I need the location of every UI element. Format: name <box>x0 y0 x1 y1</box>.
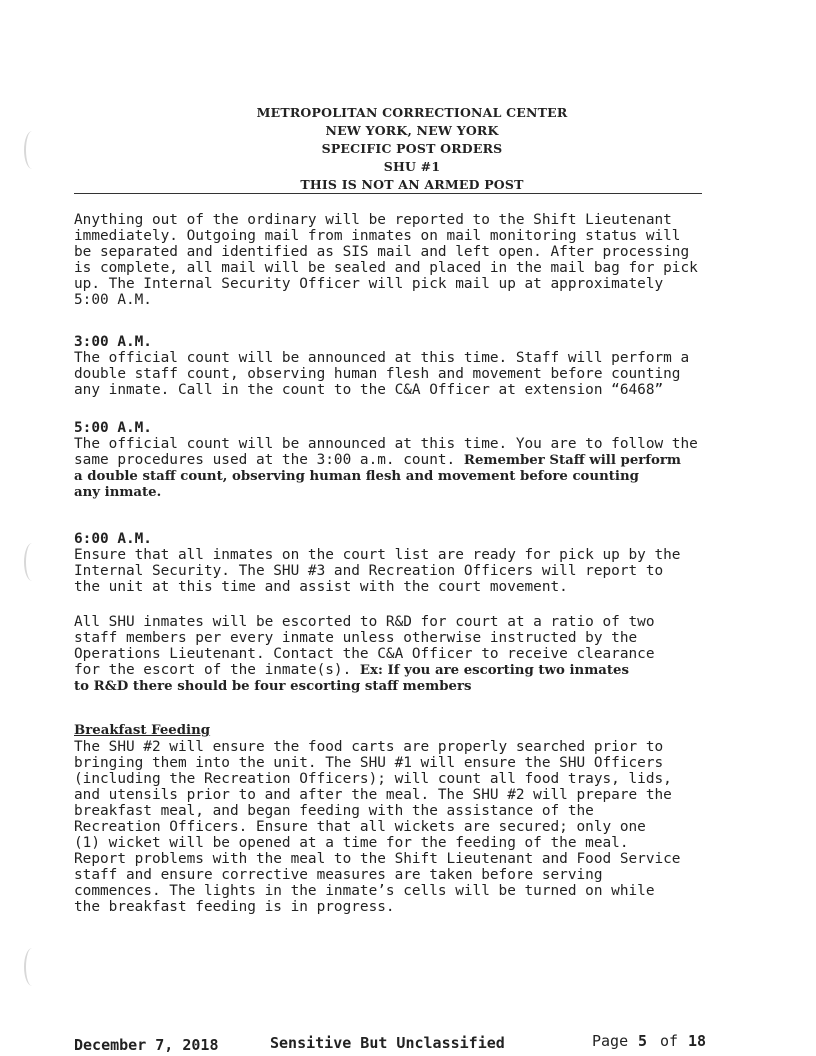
section-5am <box>74 420 698 501</box>
footer-date: December 7, 2018 <box>74 1036 219 1054</box>
text-line: any inmate. Call in the count to the C&A Officer at extension “6468” <box>74 382 664 398</box>
text-line: The official count will be announced at this time. Staff will perform a <box>74 350 690 366</box>
text-line: Anything out of the ordinary will be reported to the Shift Lieutenant <box>74 212 672 228</box>
section-breakfast <box>74 723 680 915</box>
header-institution: METROPOLITAN CORRECTIONAL CENTER <box>256 105 568 120</box>
document-header <box>74 104 750 194</box>
section-heading: Breakfast Feeding <box>74 723 211 738</box>
section-3am <box>74 334 689 398</box>
section-heading: 3:00 A.M. <box>74 334 152 350</box>
intro-paragraph <box>74 212 698 308</box>
text-line <box>74 452 698 469</box>
text-line: Recreation Officers. Ensure that all wickets are secured; only one <box>74 819 646 835</box>
bold-emphasis: Remember Staff will perform <box>463 453 681 468</box>
text-line: double staff count, observing human flesh and movement before counting <box>74 366 681 382</box>
section-heading: 6:00 A.M. <box>74 531 152 547</box>
text-line: The SHU #2 will ensure the food carts are properly searched prior to <box>74 739 664 755</box>
escort-paragraph <box>74 614 654 695</box>
text-line: up. The Internal Security Officer will pick mail up at approximately <box>74 276 664 292</box>
bold-emphasis: a double staff count, observing human flesh and movement before counting <box>74 469 639 484</box>
text-line: staff members per every inmate unless otherwise instructed by the <box>74 630 638 646</box>
header-post-status: THIS IS NOT AN ARMED POST <box>300 177 524 192</box>
text-line: be separated and identified as SIS mail and left open. After processing <box>74 244 690 260</box>
text-line: commences. The lights in the inmate’s cells will be turned on while <box>74 883 655 899</box>
text-line: the breakfast feeding is in progress. <box>74 899 395 915</box>
text-line: Internal Security. The SHU #3 and Recreation Officers will report to <box>74 563 664 579</box>
punch-hole-mark <box>24 131 40 169</box>
page-footer <box>74 1032 774 1056</box>
header-location: NEW YORK, NEW YORK <box>325 123 499 138</box>
punch-hole-mark <box>24 948 40 986</box>
text-line <box>74 662 654 679</box>
footer-classification: Sensitive But Unclassified <box>270 1034 505 1052</box>
bold-emphasis: any inmate. <box>74 485 162 500</box>
text-line: (1) wicket will be opened at a time for the feeding of the meal. <box>74 835 629 851</box>
footer-page-number: 5 <box>638 1032 648 1050</box>
text-span: for the escort of the inmate(s). <box>74 662 360 678</box>
footer-page-label: Page <box>592 1032 629 1050</box>
text-line: bringing them into the unit. The SHU #1 will ensure the SHU Officers <box>74 755 664 771</box>
header-divider <box>74 193 702 194</box>
bold-emphasis: to R&D there should be four escorting staff members <box>74 679 472 694</box>
text-span: same procedures used at the 3:00 a.m. count. <box>74 452 464 468</box>
header-post-name: SHU #1 <box>383 159 441 174</box>
text-line: Operations Lieutenant. Contact the C&A Officer to receive clearance <box>74 646 655 662</box>
section-heading: 5:00 A.M. <box>74 420 152 436</box>
text-line: (including the Recreation Officers); will count all food trays, lids, <box>74 771 672 787</box>
section-6am <box>74 531 680 595</box>
text-line: All SHU inmates will be escorted to R&D for court at a ratio of two <box>74 614 655 630</box>
text-line: The official count will be announced at this time. You are to follow the <box>74 436 698 452</box>
text-line: and utensils prior to and after the meal. The SHU #2 will prepare the <box>74 787 672 803</box>
text-line: breakfast meal, and began feeding with the assistance of the <box>74 803 594 819</box>
header-doc-type: SPECIFIC POST ORDERS <box>321 141 503 156</box>
footer-page-total: 18 <box>688 1032 707 1050</box>
text-line: staff and ensure corrective measures are taken before serving <box>74 867 603 883</box>
punch-hole-mark <box>24 543 40 581</box>
text-line: is complete, all mail will be sealed and placed in the mail bag for pick <box>74 260 698 276</box>
bold-emphasis: Ex: If you are escorting two inmates <box>359 663 629 678</box>
text-line: 5:00 A.M. <box>74 292 152 308</box>
footer-of-label: of <box>660 1032 679 1050</box>
text-line: Ensure that all inmates on the court list are ready for pick up by the <box>74 547 681 563</box>
text-line: Report problems with the meal to the Shift Lieutenant and Food Service <box>74 851 681 867</box>
text-line: immediately. Outgoing mail from inmates on mail monitoring status will <box>74 228 681 244</box>
text-line: the unit at this time and assist with the court movement. <box>74 579 568 595</box>
